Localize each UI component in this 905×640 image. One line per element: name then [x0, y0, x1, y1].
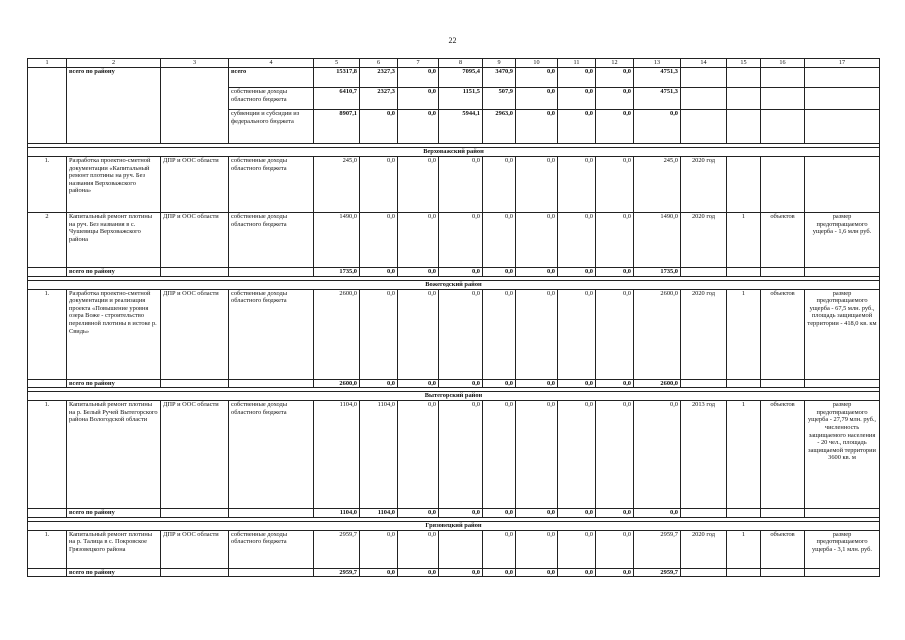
year-cell	[681, 88, 727, 110]
value-cell: 0,0	[596, 289, 634, 379]
value-cell: 2959,7	[314, 530, 360, 568]
value-cell: 2959,7	[634, 568, 681, 577]
value-cell: 0,0	[360, 530, 398, 568]
result-cell	[805, 68, 880, 88]
value-cell: 0,0	[516, 379, 558, 388]
value-cell: 2327,3	[360, 88, 398, 110]
page-number: 22	[448, 36, 457, 45]
value-cell: 1104,0	[360, 509, 398, 518]
unit-cell	[761, 110, 805, 144]
program-table	[27, 58, 880, 577]
result-cell: размер предотвращаемого ущерба - 1,6 млн руб.	[805, 213, 880, 268]
unit-cell	[761, 157, 805, 213]
value-cell: 0,0	[516, 68, 558, 88]
district-header-row	[28, 392, 880, 401]
value-cell: 0,0	[398, 268, 439, 277]
year-cell	[681, 509, 727, 518]
value-cell: 0,0	[439, 213, 483, 268]
value-cell: 0,0	[483, 289, 516, 379]
column-number-cell: 17	[805, 59, 880, 68]
executor-cell: ДПР и ООС области	[161, 157, 229, 213]
unit-cell	[761, 68, 805, 88]
value-cell: 15317,8	[314, 68, 360, 88]
value-cell: 1151,5	[439, 88, 483, 110]
value-cell: 0,0	[398, 509, 439, 518]
value-cell: 1104,0	[314, 401, 360, 509]
value-cell: 0,0	[634, 110, 681, 144]
executor-cell: ДПР и ООС области	[161, 289, 229, 379]
unit-cell: объектов	[761, 289, 805, 379]
total-label-cell: всего по району	[67, 568, 161, 577]
unit-cell: объектов	[761, 530, 805, 568]
value-cell: 0,0	[398, 401, 439, 509]
qty-cell	[727, 509, 761, 518]
value-cell: 7095,4	[439, 68, 483, 88]
project-row	[28, 289, 880, 379]
value-cell: 0,0	[360, 379, 398, 388]
qty-cell: 1	[727, 289, 761, 379]
district-header-row	[28, 148, 880, 157]
value-cell: 0,0	[516, 289, 558, 379]
value-cell: 0,0	[558, 68, 596, 88]
value-cell: 0,0	[596, 568, 634, 577]
num-cell	[28, 568, 67, 577]
exec-cell	[161, 568, 229, 577]
value-cell: 0,0	[483, 213, 516, 268]
column-number-cell: 1	[28, 59, 67, 68]
value-cell: 0,0	[483, 401, 516, 509]
value-cell: 507,9	[483, 88, 516, 110]
column-number-cell: 6	[360, 59, 398, 68]
district-name-cell: Вытегорский район	[28, 392, 880, 401]
project-name-cell: Разработка проектно-сметной документации и реализация проекта «Повышение уровня озера Воже - строительство переливной плотины в истоке р. Свидь»	[67, 289, 161, 379]
value-cell: 1104,0	[360, 401, 398, 509]
qty-cell	[727, 68, 761, 88]
num-cell	[28, 68, 67, 144]
value-cell: 0,0	[439, 401, 483, 509]
value-cell: 0,0	[516, 509, 558, 518]
value-cell: 0,0	[439, 268, 483, 277]
project-row	[28, 213, 880, 268]
value-cell: 0,0	[360, 568, 398, 577]
total-label-cell: всего по району	[67, 379, 161, 388]
column-number-cell: 13	[634, 59, 681, 68]
result-cell	[805, 379, 880, 388]
value-cell: 0,0	[596, 509, 634, 518]
qty-cell	[727, 379, 761, 388]
column-number-cell: 10	[516, 59, 558, 68]
value-cell: 0,0	[596, 379, 634, 388]
value-cell: 0,0	[483, 509, 516, 518]
value-cell: 0,0	[360, 157, 398, 213]
result-cell	[805, 568, 880, 577]
value-cell: 0,0	[516, 401, 558, 509]
qty-cell: 1	[727, 401, 761, 509]
result-cell	[805, 157, 880, 213]
column-number-cell: 4	[229, 59, 314, 68]
value-cell: 0,0	[558, 88, 596, 110]
value-cell: 2959,7	[314, 568, 360, 577]
project-name-cell: Капитальный ремонт плотины на р. Талица в с. Покровское Грязовецкого района	[67, 530, 161, 568]
source-cell	[229, 379, 314, 388]
value-cell: 0,0	[516, 157, 558, 213]
column-number-cell: 16	[761, 59, 805, 68]
value-cell: 1490,0	[634, 213, 681, 268]
value-cell: 0,0	[558, 401, 596, 509]
column-number-cell: 7	[398, 59, 439, 68]
district-total-row	[28, 379, 880, 388]
unit-cell	[761, 568, 805, 577]
value-cell: 0,0	[483, 268, 516, 277]
value-cell: 0,0	[398, 110, 439, 144]
num-cell: 2	[28, 213, 67, 268]
num-cell	[28, 509, 67, 518]
num-cell: 1.	[28, 157, 67, 213]
exec-cell	[161, 509, 229, 518]
value-cell: 1490,0	[314, 213, 360, 268]
source-cell	[229, 568, 314, 577]
year-cell	[681, 379, 727, 388]
column-number-cell: 3	[161, 59, 229, 68]
project-name-cell: Разработка проектно-сметной документации «Капитальный ремонт плотины на руч. Без названия Верховажского района»	[67, 157, 161, 213]
value-cell: 0,0	[558, 289, 596, 379]
value-cell: 0,0	[516, 213, 558, 268]
value-cell: 0,0	[398, 157, 439, 213]
exec-cell	[161, 379, 229, 388]
value-cell: 0,0	[596, 110, 634, 144]
district-header-row	[28, 280, 880, 289]
value-cell: 0,0	[558, 530, 596, 568]
value-cell: 0,0	[398, 213, 439, 268]
value-cell: 2327,3	[360, 68, 398, 88]
exec-cell	[161, 268, 229, 277]
value-cell: 2600,0	[314, 379, 360, 388]
unit-cell	[761, 268, 805, 277]
result-cell: размер предотвращаемого ущерба - 3,1 млн. руб.	[805, 530, 880, 568]
result-cell	[805, 110, 880, 144]
value-cell: 2600,0	[314, 289, 360, 379]
unit-cell	[761, 509, 805, 518]
value-cell: 0,0	[558, 213, 596, 268]
num-cell: 1.	[28, 289, 67, 379]
value-cell: 0,0	[439, 289, 483, 379]
column-number-cell: 9	[483, 59, 516, 68]
year-cell: 2020 год	[681, 530, 727, 568]
project-name-cell: Капитальный ремонт плотины на р. Белый Ручей Вытегорского района Вологодской области	[67, 401, 161, 509]
total-label-cell: всего по району	[67, 509, 161, 518]
exec-cell	[161, 68, 229, 144]
value-cell: 0,0	[398, 568, 439, 577]
year-cell	[681, 68, 727, 88]
source-cell: собственные доходы областного бюджета	[229, 289, 314, 379]
year-cell: 2020 год	[681, 289, 727, 379]
value-cell: 0,0	[360, 289, 398, 379]
value-cell: 0,0	[360, 268, 398, 277]
value-cell: 0,0	[439, 379, 483, 388]
value-cell: 0,0	[516, 268, 558, 277]
value-cell: 0,0	[483, 530, 516, 568]
source-cell	[229, 509, 314, 518]
value-cell: 0,0	[439, 157, 483, 213]
value-cell: 4751,3	[634, 88, 681, 110]
value-cell: 0,0	[516, 88, 558, 110]
result-cell	[805, 88, 880, 110]
value-cell: 8907,1	[314, 110, 360, 144]
year-cell: 2013 год	[681, 401, 727, 509]
column-number-cell: 8	[439, 59, 483, 68]
qty-cell: 1	[727, 530, 761, 568]
source-cell: субвенции и субсидии из федерального бюджета	[229, 110, 314, 144]
value-cell: 6410,7	[314, 88, 360, 110]
value-cell: 1735,0	[314, 268, 360, 277]
value-cell: 0,0	[596, 68, 634, 88]
value-cell: 2959,7	[634, 530, 681, 568]
top-total-row	[28, 68, 880, 88]
value-cell: 0,0	[596, 157, 634, 213]
value-cell: 0,0	[558, 509, 596, 518]
qty-cell	[727, 568, 761, 577]
result-cell: размер предотвращаемого ущерба - 27,79 млн. руб., численность защищаемого населения - 20 чел., площадь защищаемой территории 3600 кв. м	[805, 401, 880, 509]
year-cell	[681, 110, 727, 144]
value-cell: 0,0	[596, 401, 634, 509]
district-header-row	[28, 521, 880, 530]
value-cell: 3470,9	[483, 68, 516, 88]
value-cell: 4751,3	[634, 68, 681, 88]
district-name-cell: Грязовецкий район	[28, 521, 880, 530]
project-name-cell: Капитальный ремонт плотины на руч. Без названия в с. Чушевицы Верховажского района	[67, 213, 161, 268]
value-cell: 0,0	[516, 110, 558, 144]
value-cell: 0,0	[558, 268, 596, 277]
value-cell: 0,0	[439, 509, 483, 518]
column-number-cell: 5	[314, 59, 360, 68]
district-name-cell: Вожегодский район	[28, 280, 880, 289]
column-number-cell: 12	[596, 59, 634, 68]
value-cell	[439, 530, 483, 568]
value-cell: 1735,0	[634, 268, 681, 277]
value-cell: 0,0	[516, 568, 558, 577]
district-total-row	[28, 268, 880, 277]
value-cell: 0,0	[398, 379, 439, 388]
project-row	[28, 401, 880, 509]
district-total-row	[28, 509, 880, 518]
value-cell: 0,0	[360, 110, 398, 144]
num-cell: 1.	[28, 401, 67, 509]
value-cell: 245,0	[634, 157, 681, 213]
value-cell: 0,0	[398, 68, 439, 88]
value-cell: 0,0	[516, 530, 558, 568]
column-number-cell: 15	[727, 59, 761, 68]
qty-cell	[727, 157, 761, 213]
total-label-cell: всего по району	[67, 268, 161, 277]
value-cell: 0,0	[634, 401, 681, 509]
result-cell	[805, 268, 880, 277]
value-cell: 0,0	[558, 110, 596, 144]
value-cell: 5944,1	[439, 110, 483, 144]
qty-cell	[727, 268, 761, 277]
result-cell	[805, 509, 880, 518]
num-cell: 1.	[28, 530, 67, 568]
value-cell: 0,0	[483, 568, 516, 577]
result-cell: размер предотвращаемого ущерба - 67,5 млн. руб., площадь защищаемой территории - 418,0 кв. км	[805, 289, 880, 379]
qty-cell	[727, 110, 761, 144]
executor-cell: ДПР и ООС области	[161, 401, 229, 509]
value-cell: 0,0	[558, 157, 596, 213]
value-cell: 0,0	[596, 88, 634, 110]
value-cell: 245,0	[314, 157, 360, 213]
year-cell	[681, 268, 727, 277]
value-cell: 0,0	[398, 289, 439, 379]
column-number-cell: 2	[67, 59, 161, 68]
project-row	[28, 157, 880, 213]
unit-cell	[761, 379, 805, 388]
column-number-row	[28, 59, 880, 68]
source-cell	[229, 268, 314, 277]
value-cell: 0,0	[596, 213, 634, 268]
source-cell: собственные доходы областного бюджета	[229, 157, 314, 213]
year-cell: 2020 год	[681, 213, 727, 268]
source-cell: собственные доходы областного бюджета	[229, 88, 314, 110]
top-total-label: всего по району	[67, 68, 161, 144]
source-cell: собственные доходы областного бюджета	[229, 213, 314, 268]
unit-cell: объектов	[761, 213, 805, 268]
value-cell: 0,0	[558, 568, 596, 577]
value-cell: 2963,0	[483, 110, 516, 144]
column-number-cell: 14	[681, 59, 727, 68]
unit-cell	[761, 88, 805, 110]
value-cell: 0,0	[360, 213, 398, 268]
value-cell: 2600,0	[634, 379, 681, 388]
district-total-row	[28, 568, 880, 577]
value-cell: 0,0	[596, 268, 634, 277]
value-cell: 0,0	[439, 568, 483, 577]
value-cell: 2600,0	[634, 289, 681, 379]
num-cell	[28, 268, 67, 277]
project-row	[28, 530, 880, 568]
unit-cell: объектов	[761, 401, 805, 509]
executor-cell: ДПР и ООС области	[161, 213, 229, 268]
district-name-cell: Верховажский район	[28, 148, 880, 157]
qty-cell	[727, 88, 761, 110]
value-cell: 0,0	[558, 379, 596, 388]
value-cell: 1104,0	[314, 509, 360, 518]
num-cell	[28, 379, 67, 388]
year-cell	[681, 568, 727, 577]
value-cell: 0,0	[398, 88, 439, 110]
value-cell: 0,0	[483, 157, 516, 213]
qty-cell: 1	[727, 213, 761, 268]
value-cell: 0,0	[634, 509, 681, 518]
source-cell: собственные доходы областного бюджета	[229, 401, 314, 509]
year-cell: 2020 год	[681, 157, 727, 213]
column-number-cell: 11	[558, 59, 596, 68]
executor-cell: ДПР и ООС области	[161, 530, 229, 568]
source-cell: всего	[229, 68, 314, 88]
value-cell: 0,0	[398, 530, 439, 568]
value-cell: 0,0	[483, 379, 516, 388]
value-cell: 0,0	[596, 530, 634, 568]
source-cell: собственные доходы областного бюджета	[229, 530, 314, 568]
